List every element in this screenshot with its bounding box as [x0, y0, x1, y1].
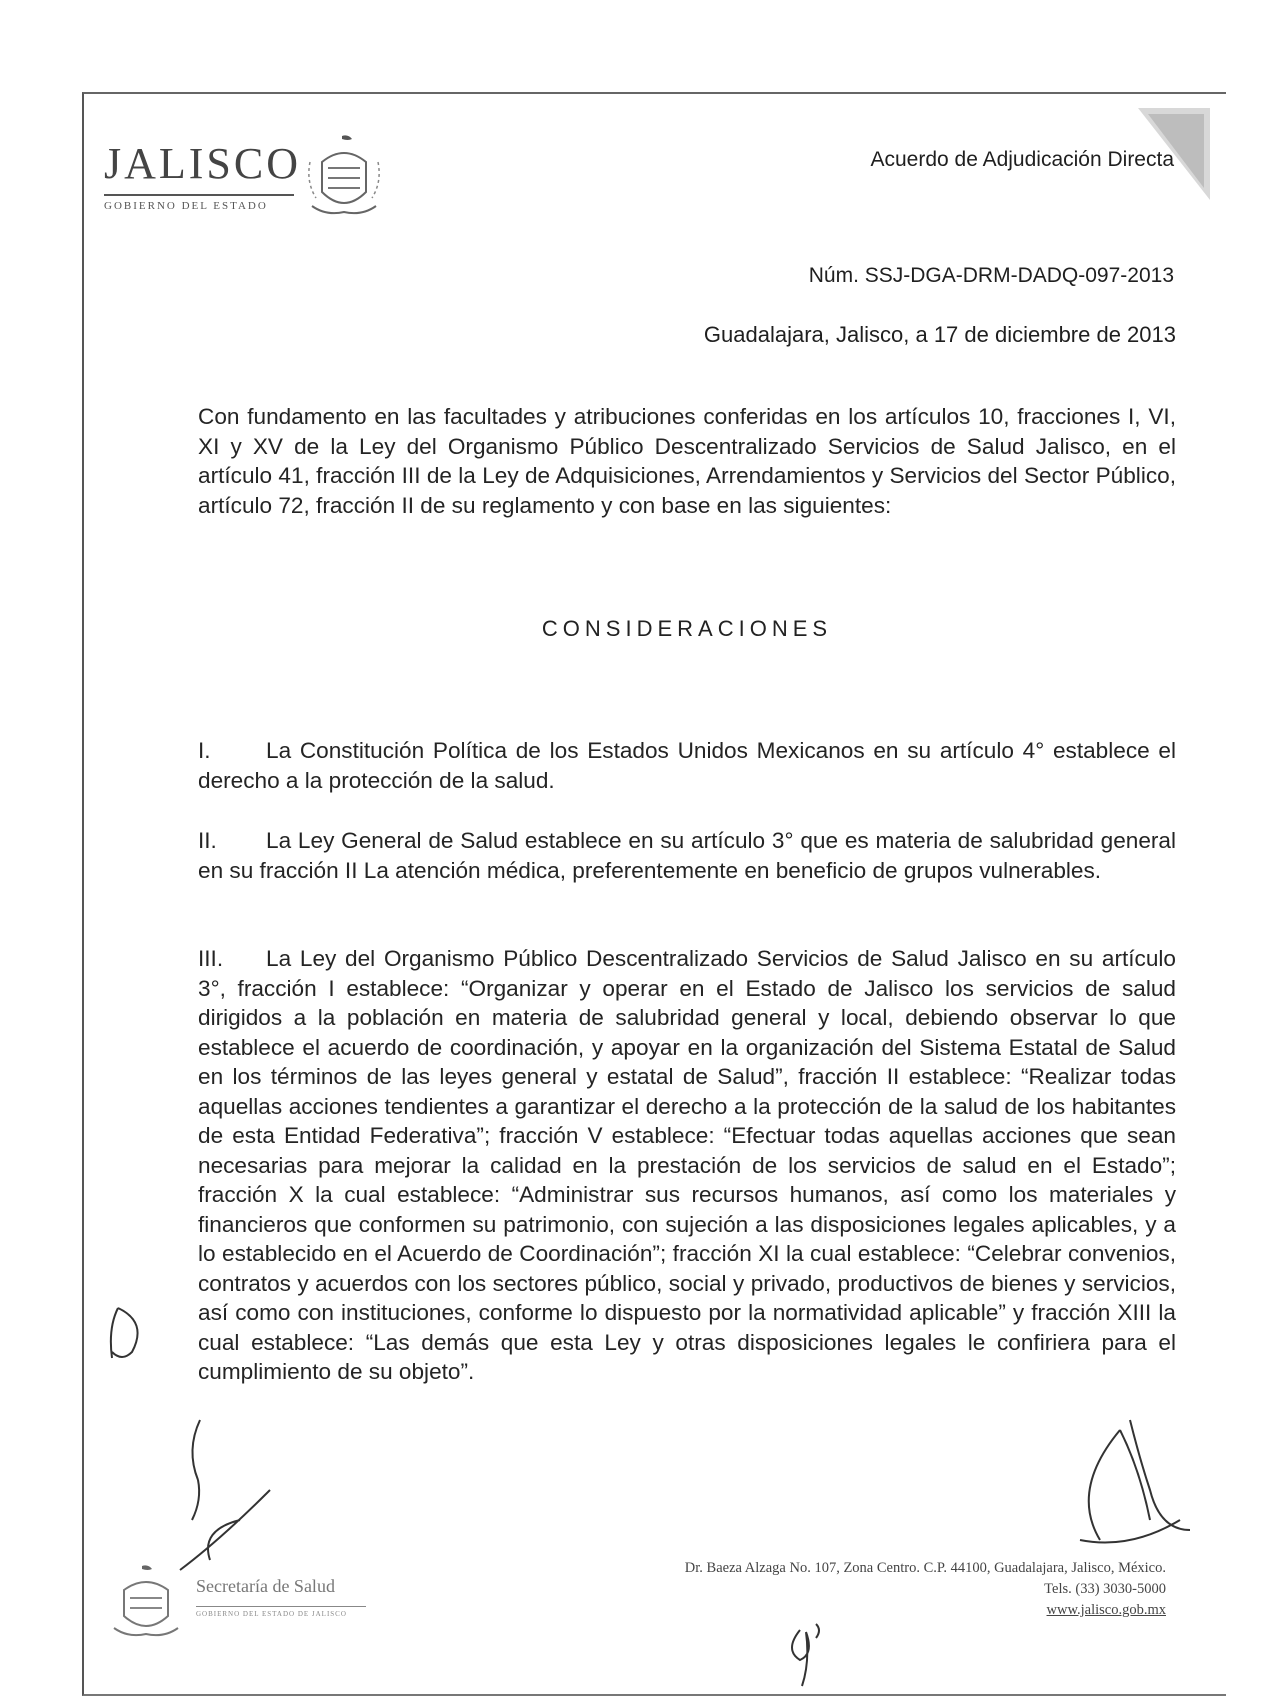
- handwritten-signature-right: [1060, 1420, 1200, 1570]
- item-number: I.: [198, 738, 211, 763]
- item-number: III.: [198, 946, 224, 971]
- secretaria-logo: [108, 1564, 408, 1644]
- handwritten-initial-bottom: [780, 1620, 840, 1690]
- footer-website-link[interactable]: www.jalisco.gob.mx: [1046, 1602, 1166, 1618]
- secretaria-subtitle: GOBIERNO DEL ESTADO DE JALISCO: [196, 1606, 366, 1618]
- consideration-item-2: [198, 826, 1176, 885]
- document-type: Acuerdo de Adjudicación Directa: [870, 148, 1174, 171]
- secretaria-seal-icon: [108, 1564, 188, 1644]
- state-seal-icon: [304, 132, 384, 222]
- logo-subtitle: GOBIERNO DEL ESTADO: [104, 194, 294, 212]
- item-text: La Ley del Organismo Público Descentralizado Servicios de Salud Jalisco en su artículo 3°, fracción I establece: “Organizar y operar en el Estado de Jalisco los servicios de salud dirigidos a la población en materia de salubridad general y local, debiendo observar lo que establece el acuerdo de coordinación, y apoyar en la organización del Sistema Estatal de Salud en los términos de las leyes general y estatal de Salud”, fracción II establece: “Realizar todas aquellas acciones tendientes a garantizar el derecho a la protección de la salud de los habitantes de esta Entidad Federativa”; fracción V establece: “Efectuar todas aquellas acciones que sean necesarias para mejorar la calidad en la prestación de los servicios de salud en el Estado”; fracción X la cual establece: “Administrar sus recursos humanos, así como los materiales y financieros que conformen su patrimonio, con sujeción a las disposiciones legales aplicables, y a lo establecido en el Acuerdo de Coordinación”; fracción XI la cual establece: “Celebrar convenios, contratos y acuerdos con los sectores público, social y privado, productivos de bienes y servicios, así como con instituciones, conforme lo dispuesto por la normatividad aplicable” y fracción XIII la cual establece: “Las demás que esta Ley y otras disposiciones legales le confiriera para el cumplimiento de su objeto”.: [198, 946, 1176, 1384]
- section-heading: CONSIDERACIONES: [541, 616, 833, 641]
- handwritten-signature-left: [170, 1420, 290, 1570]
- consideration-item-3: [198, 944, 1176, 1387]
- item-text: La Ley General de Salud establece en su artículo 3° que es materia de salubridad general en su fracción II La atención médica, preferentemente en beneficio de grupos vulnerables.: [198, 828, 1176, 883]
- logo-wordmark: JALISCO: [104, 139, 302, 188]
- footer-phone: Tels. (33) 3030-5000: [1044, 1581, 1166, 1597]
- footer-address-block: [520, 1558, 1166, 1621]
- intro-paragraph: Con fundamento en las facultades y atribuciones conferidas en los artículos 10, fracciones I, VI, XI y XV de la Ley del Organismo Público Descentralizado Servicios de Salud Jalisco, en el artículo 41, fracción III de la Ley de Adquisiciones, Arrendamientos y Servicios del Sector Público, artículo 72, fracción II de su reglamento y con base en las siguientes:: [198, 404, 1176, 518]
- item-text: La Constitución Política de los Estados Unidos Mexicanos en su artículo 4° establece el derecho a la protección de la salud.: [198, 738, 1176, 793]
- consideration-item-1: [198, 736, 1176, 795]
- item-number: II.: [198, 828, 217, 853]
- document-number: Núm. SSJ-DGA-DRM-DADQ-097-2013: [808, 264, 1174, 287]
- place-and-date: Guadalajara, Jalisco, a 17 de diciembre de 2013: [703, 322, 1176, 347]
- secretaria-name: Secretaría de Salud: [196, 1576, 335, 1596]
- handwritten-initial-left: [100, 1300, 160, 1400]
- footer-address: Dr. Baeza Alzaga No. 107, Zona Centro. C.P. 44100, Guadalajara, Jalisco, México.: [684, 1560, 1166, 1576]
- jalisco-logo: [104, 132, 404, 232]
